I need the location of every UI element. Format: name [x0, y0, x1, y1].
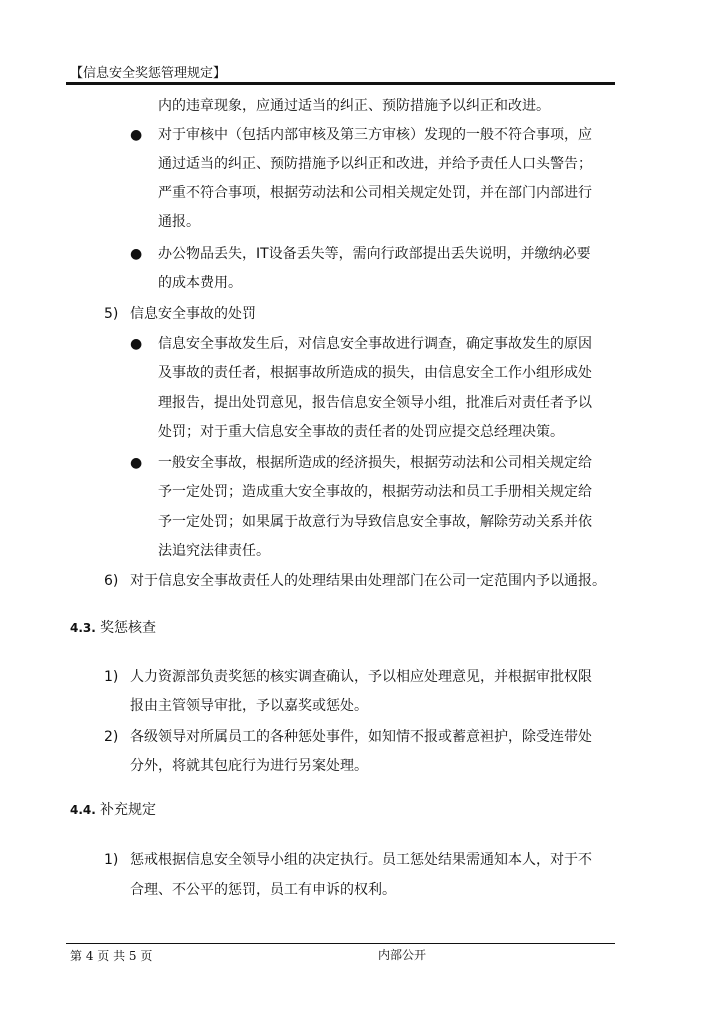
- bullet-incident-line: 及事故的责任者，根据事故所造成的损失，由信息安全工作小组形成处: [158, 365, 592, 381]
- item-line: 各级领导对所属员工的各种惩处事件，如知情不报或蓄意袒护，除受连带处: [130, 729, 592, 745]
- item-line: 合理、不公平的惩罚，员工有申诉的权利。: [130, 882, 396, 898]
- bullet-loss-line: 的成本费用。: [158, 275, 242, 291]
- item-number: 5): [104, 306, 119, 322]
- bullet-general-accident-line: 予一定处罚；如果属于故意行为导致信息安全事故，解除劳动关系并依: [158, 514, 592, 530]
- item-number: 2): [104, 729, 119, 745]
- bullet-loss-line: 办公物品丢失，IT设备丢失等，需向行政部提出丢失说明，并缴纳必要: [158, 246, 591, 262]
- bullet-general-accident-line: 一般安全事故，根据所造成的经济损失，根据劳动法和公司相关规定给: [158, 455, 592, 471]
- page-number: 第 4 页 共 5 页: [70, 949, 153, 963]
- bullet-icon: ●: [130, 127, 143, 143]
- header-rule: [66, 82, 615, 85]
- bullet-incident-line: 理报告，提出处罚意见，报告信息安全领导小组，批准后对责任者予以: [158, 395, 592, 411]
- section-number: 4.4.: [70, 803, 96, 817]
- continuation-line: 内的违章现象，应通过适当的纠正、预防措施予以纠正和改进。: [158, 98, 550, 114]
- footer-rule: [66, 943, 615, 944]
- section-title: 奖惩核查: [100, 620, 156, 636]
- bullet-audit-line: 对于审核中（包括内部审核及第三方审核）发现的一般不符合事项，应: [158, 127, 592, 143]
- bullet-icon: ●: [130, 455, 143, 471]
- bullet-general-accident-line: 予一定处罚；造成重大安全事故的，根据劳动法和员工手册相关规定给: [158, 484, 592, 500]
- bullet-audit-line: 通报。: [158, 214, 200, 230]
- bullet-audit-line: 通过适当的纠正、预防措施予以纠正和改进，并给予责任人口头警告；: [158, 156, 592, 172]
- item-line: 人力资源部负责奖惩的核实调查确认，予以相应处理意见，并根据审批权限: [130, 669, 592, 685]
- item-line: 报由主管领导审批，予以嘉奖或惩处。: [130, 698, 368, 714]
- item-number: 1): [104, 669, 119, 685]
- bullet-general-accident-line: 法追究法律责任。: [158, 543, 270, 559]
- section-number: 4.3.: [70, 621, 96, 635]
- bullet-icon: ●: [130, 336, 143, 352]
- document-header-title: 【信息安全奖惩管理规定】: [70, 66, 227, 81]
- item-incident-penalty-title: 信息安全事故的处罚: [130, 306, 256, 322]
- section-title: 补充规定: [100, 802, 156, 818]
- bullet-audit-line: 严重不符合事项，根据劳动法和公司相关规定处罚，并在部门内部进行: [158, 185, 592, 201]
- item-line: 分外，将就其包庇行为进行另案处理。: [130, 758, 368, 774]
- item-line: 惩戒根据信息安全领导小组的决定执行。员工惩处结果需通知本人，对于不: [130, 852, 592, 868]
- bullet-incident-line: 信息安全事故发生后，对信息安全事故进行调查，确定事故发生的原因: [158, 336, 592, 352]
- item-notification: 对于信息安全事故责任人的处理结果由处理部门在公司一定范围内予以通报。: [130, 573, 606, 589]
- classification-label: 内部公开: [378, 948, 427, 962]
- bullet-icon: ●: [130, 246, 143, 262]
- item-number: 6): [104, 573, 119, 589]
- bullet-incident-line: 处罚；对于重大信息安全事故的责任者的处罚应提交总经理决策。: [158, 424, 564, 440]
- item-number: 1): [104, 852, 119, 868]
